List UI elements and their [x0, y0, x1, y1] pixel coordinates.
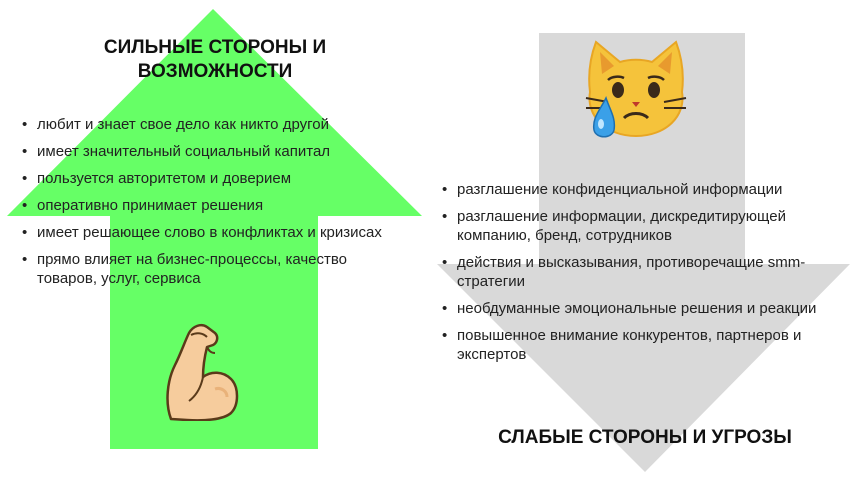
- list-item: • разглашение конфиденциальной информации: [440, 180, 840, 199]
- list-item: • оперативно принимает решения: [20, 196, 390, 215]
- list-item: • прямо влияет на бизнес-процессы, качество товаров, услуг, сервиса: [20, 250, 390, 288]
- strengths-title: СИЛЬНЫЕ СТОРОНЫ И ВОЗМОЖНОСТИ: [103, 37, 327, 82]
- list-item: • имеет значительный социальный капитал: [20, 142, 390, 161]
- list-item: • пользуется авторитетом и доверием: [20, 169, 390, 188]
- list-item: • любит и знает свое дело как никто другой: [20, 115, 390, 134]
- crying-cat-face-icon: [582, 36, 690, 140]
- list-item: • необдуманные эмоциональные решения и реакции: [440, 299, 840, 318]
- weaknesses-title: СЛАБЫЕ СТОРОНЫ И УГРОЗЫ: [498, 427, 792, 448]
- strengths-list: [20, 115, 390, 296]
- list-item: • повышенное внимание конкурентов, партнеров и экспертов: [440, 326, 840, 364]
- list-item: • действия и высказывания, противоречащие smm-стратегии: [440, 253, 840, 291]
- list-item: • разглашение информации, дискредитирующей компанию, бренд, сотрудников: [440, 207, 840, 245]
- weaknesses-list: [440, 180, 840, 372]
- flexed-biceps-icon: [163, 323, 239, 421]
- list-item: • имеет решающее слово в конфликтах и кризисах: [20, 223, 390, 242]
